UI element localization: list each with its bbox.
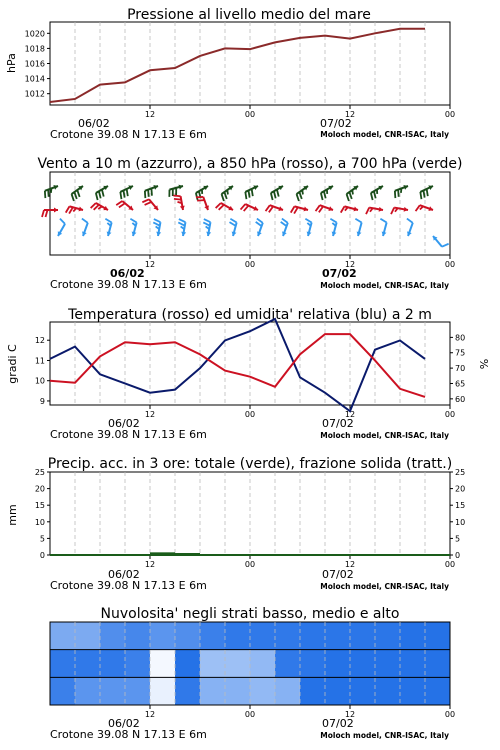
cloud-cell (125, 622, 151, 650)
barb-feather (204, 219, 211, 222)
barb-feather (252, 189, 253, 196)
cloud-cell (225, 650, 251, 678)
barb-feather (142, 199, 149, 202)
humidity-ylabel: % (478, 358, 491, 370)
wind-barb-850hpa (316, 205, 333, 212)
cloud-cell (175, 677, 201, 705)
barb-feather (391, 208, 394, 215)
pressure-title: Pressione al livello medio del mare (127, 7, 371, 23)
x-tick-label: 00 (244, 410, 256, 419)
cloud-cell (375, 622, 401, 650)
barb-feather (66, 206, 70, 212)
barb-feather (46, 210, 48, 217)
wind-barb-700hpa (245, 185, 258, 199)
cloud-cell (325, 650, 351, 678)
cloud-cell (150, 677, 176, 705)
wind-barb-850hpa (391, 207, 408, 214)
y2-tick-label: 60 (455, 394, 466, 404)
barb-feather (305, 219, 311, 223)
y-tick-label: 10 (34, 517, 45, 527)
y-tick-label: 1018 (24, 44, 45, 54)
precip-footer-credit: Moloch model, CNR-ISAC, Italy (320, 582, 449, 591)
wind-barb-10m (305, 219, 311, 236)
wind-barb-700hpa (271, 186, 283, 200)
wind-barb-10m (153, 219, 161, 236)
barb-feather (349, 192, 351, 199)
wind-date-1: 06/02 (110, 267, 145, 280)
precip-bar (150, 552, 175, 555)
cloud-cell (350, 622, 376, 650)
cloud-cell (50, 677, 76, 705)
barb-feather (398, 190, 399, 197)
barb-feather (266, 205, 270, 211)
x-tick-label: 12 (344, 260, 356, 269)
cloud-cell (425, 677, 451, 705)
precip-date-1: 06/02 (108, 568, 140, 581)
cloud-cell (225, 622, 251, 650)
cloud-cell (300, 622, 326, 650)
barb-feather (281, 222, 287, 226)
barb-feather (347, 194, 349, 201)
wind-barb-850hpa (216, 203, 233, 210)
x-tick-label: 12 (144, 110, 156, 119)
y-tick-label: 25 (34, 468, 45, 477)
barb-feather (98, 207, 102, 209)
cloud-cell (225, 677, 251, 705)
cloud-cell (125, 650, 151, 678)
cloud-cell (150, 650, 176, 678)
barb-feather (222, 194, 224, 201)
wind-barb-10m (407, 219, 413, 236)
barb-feather (256, 222, 262, 226)
wind-barb-700hpa (222, 186, 233, 201)
barb-feather (224, 192, 226, 199)
barb-feather (282, 219, 288, 223)
barb-feather (179, 219, 186, 222)
barb-feather (395, 191, 396, 198)
cloud-cell (50, 622, 76, 650)
wind-footer-credit: Moloch model, CNR-ISAC, Italy (320, 281, 449, 290)
precipitation-panel (35, 468, 465, 569)
barb-feather (72, 194, 74, 201)
humidity-line (50, 319, 425, 411)
cloud-cell (425, 622, 451, 650)
barb-feather (345, 207, 348, 210)
wind-date-2: 07/02 (322, 267, 357, 280)
cloud-title: Nuvolosita' negli strati basso, medio e alto (100, 606, 400, 622)
barb-feather (74, 192, 76, 199)
cloud-cell (100, 622, 126, 650)
x-tick-label: 00 (444, 710, 456, 719)
x-tick-label: 12 (144, 560, 156, 569)
barb-feather (69, 207, 73, 213)
barb-feather (229, 222, 235, 226)
pressure-date-2: 07/02 (320, 117, 352, 130)
y-tick-label: 5 (39, 534, 45, 544)
cloud-cell (400, 677, 426, 705)
barb-feather (307, 223, 310, 226)
barb-feather (153, 222, 160, 225)
cloud-panel (50, 622, 455, 719)
barb-feather (374, 191, 376, 198)
cloud-cell (325, 622, 351, 650)
x-tick-label: 12 (344, 110, 356, 119)
cloud-date-2: 07/02 (322, 717, 354, 730)
wind-barb-10m (281, 219, 288, 236)
barb-feather (294, 207, 298, 213)
barb-feather (173, 195, 180, 196)
barb-feather (102, 190, 104, 197)
pressure-ylabel: hPa (5, 53, 18, 73)
barb-feather (277, 190, 279, 197)
barb-feather (271, 193, 273, 200)
wind-title: Vento a 10 m (azzurro), a 850 hPa (rosso), a 700 hPa (verde) (37, 156, 463, 172)
y-tick-label: 11 (34, 356, 45, 366)
barb-feather (119, 203, 125, 207)
barb-feather (416, 205, 420, 211)
wind-barb-10m (58, 219, 65, 236)
barb-feather (203, 222, 210, 225)
y2-tick-label: 15 (455, 501, 466, 511)
wind-barb-700hpa (72, 186, 83, 201)
barb-feather (60, 219, 65, 224)
wind-barb-700hpa (347, 186, 358, 201)
cloud-cell (400, 650, 426, 678)
cloud-cell (300, 677, 326, 705)
x-tick-label: 00 (244, 560, 256, 569)
cloud-cell (200, 677, 226, 705)
cloud-cell (375, 677, 401, 705)
y-tick-label: 10 (34, 376, 45, 386)
x-tick-label: 12 (344, 560, 356, 569)
wind-barb-700hpa (395, 185, 408, 198)
barb-feather (332, 223, 335, 226)
wind-barb-10m (433, 236, 449, 247)
barb-feather (341, 206, 345, 212)
precip-bar (200, 554, 225, 555)
x-tick-label: 00 (244, 260, 256, 269)
x-tick-label: 00 (444, 410, 456, 419)
barb-feather (423, 190, 424, 197)
x-tick-label: 00 (444, 110, 456, 119)
y2-tick-label: 10 (455, 517, 466, 527)
cloud-cell (300, 650, 326, 678)
barb-feather (380, 219, 386, 223)
barb-feather (148, 190, 149, 197)
wind-barb-10m (355, 219, 361, 236)
cloud-cell (325, 677, 351, 705)
barb-feather (45, 191, 46, 198)
barb-feather (105, 219, 111, 223)
wind-barb-700hpa (120, 185, 133, 199)
barb-feather (427, 189, 428, 196)
cloud-cell (250, 622, 276, 650)
wind-barb-850hpa (416, 205, 433, 211)
barb-feather (174, 199, 181, 200)
barb-feather (127, 189, 128, 196)
cloud-cell (425, 650, 451, 678)
cloud-date-1: 06/02 (108, 717, 140, 730)
barb-feather (316, 205, 320, 211)
barb-feather (132, 223, 135, 226)
precip-footer-location: Crotone 39.08 N 17.13 E 6m (50, 579, 207, 592)
wind-barb-700hpa (420, 185, 433, 199)
cloud-cell (150, 622, 176, 650)
wind-barb-10m (105, 219, 111, 236)
barb-feather (274, 191, 276, 198)
cloud-cell (250, 650, 276, 678)
pressure-date-1: 06/02 (78, 117, 110, 130)
wind-barb-850hpa (266, 205, 283, 212)
x-tick-label: 00 (244, 710, 256, 719)
barb-feather (230, 219, 236, 223)
wind-barb-850hpa (66, 206, 83, 213)
cloud-cell (100, 650, 126, 678)
barb-feather (51, 188, 52, 192)
barb-feather (352, 190, 353, 194)
wind-barb-850hpa (341, 206, 358, 212)
cloud-cell (275, 677, 301, 705)
barb-feather (197, 200, 204, 201)
cloud-cell (250, 677, 276, 705)
wind-barb-10m (380, 219, 386, 236)
barb-feather (177, 202, 181, 203)
x-tick-label: 12 (144, 260, 156, 269)
barb-feather (366, 208, 369, 215)
barb-feather (145, 191, 146, 198)
cloud-cell (125, 677, 151, 705)
barb-feather (107, 223, 110, 226)
wind-barb-10m (130, 219, 136, 236)
precip-date-2: 07/02 (322, 568, 354, 581)
wind-barb-10m (330, 219, 336, 236)
cloud-cell (50, 650, 76, 678)
wind-footer-location: Crotone 39.08 N 17.13 E 6m (50, 278, 207, 291)
barb-feather (77, 190, 79, 197)
barb-feather (420, 192, 421, 199)
y-tick-label: 0 (39, 551, 45, 560)
y2-tick-label: 25 (455, 468, 466, 477)
barb-feather (178, 222, 185, 225)
barb-feather (420, 206, 423, 209)
cloud-footer-location: Crotone 39.08 N 17.13 E 6m (50, 728, 207, 741)
cloud-cell (200, 622, 226, 650)
x-tick-label: 00 (444, 560, 456, 569)
barb-feather (248, 190, 249, 197)
barb-feather (245, 192, 246, 199)
cloud-cell (350, 677, 376, 705)
wind-barb-10m (82, 219, 88, 236)
barb-feather (297, 194, 299, 201)
y2-tick-label: 5 (455, 534, 461, 544)
pressure-footer-credit: Moloch model, CNR-ISAC, Italy (320, 130, 449, 139)
temp-title: Temperatura (rosso) ed umidita' relativa (blu) a 2 m (68, 307, 432, 323)
barb-feather (227, 190, 228, 194)
pressure-panel (25, 22, 455, 119)
x-tick-label: 12 (344, 710, 356, 719)
barb-feather (48, 190, 49, 197)
y-tick-label: 1012 (24, 89, 45, 99)
barb-feather (196, 197, 203, 198)
y-tick-label: 1020 (24, 29, 45, 39)
barb-feather (442, 244, 449, 247)
y2-tick-label: 80 (455, 333, 466, 343)
pressure-line (50, 29, 425, 102)
barb-feather (330, 219, 336, 223)
barb-feather (371, 193, 373, 200)
cloud-footer-credit: Moloch model, CNR-ISAC, Italy (320, 731, 449, 740)
cloud-cell (200, 650, 226, 678)
temp-ylabel: gradi C (6, 344, 19, 384)
cloud-cell (175, 622, 201, 650)
temperature-humidity-panel (35, 319, 465, 419)
precip-bar (175, 553, 200, 555)
y2-tick-label: 20 (455, 484, 466, 494)
wind-panel (42, 172, 455, 269)
cloud-cell (75, 650, 101, 678)
temp-footer-location: Crotone 39.08 N 17.13 E 6m (50, 428, 207, 441)
y2-tick-label: 0 (455, 551, 461, 560)
barb-feather (120, 192, 121, 199)
x-tick-label: 00 (444, 260, 456, 269)
barb-feather (324, 191, 326, 198)
barb-feather (355, 219, 361, 223)
cloud-cell (100, 677, 126, 705)
x-tick-label: 12 (144, 410, 156, 419)
y-tick-label: 1016 (24, 59, 45, 69)
wind-barb-10m (203, 219, 211, 236)
y-tick-label: 20 (34, 484, 45, 494)
y-tick-label: 1014 (24, 74, 45, 84)
y2-tick-label: 65 (455, 379, 466, 389)
wind-barb-10m (178, 219, 186, 236)
precip-title: Precip. acc. in 3 ore: totale (verde), frazione solida (tratt.) (47, 456, 453, 472)
cloud-cell (375, 650, 401, 678)
wind-barb-10m (229, 219, 236, 236)
precip-ylabel: mm (6, 504, 19, 526)
cloud-cell (75, 622, 101, 650)
wind-barb-700hpa (96, 186, 108, 200)
wind-barb-700hpa (321, 186, 333, 200)
pressure-footer-location: Crotone 39.08 N 17.13 E 6m (50, 128, 207, 141)
barb-feather (154, 219, 161, 222)
wind-barb-700hpa (145, 185, 158, 198)
barb-feather (99, 191, 101, 198)
barb-feather (401, 188, 402, 192)
barb-feather (407, 219, 413, 223)
barb-feather (269, 206, 273, 212)
wind-barb-700hpa (45, 185, 58, 198)
barb-feather (73, 208, 76, 211)
wind-barb-850hpa (291, 206, 308, 213)
barb-feather (82, 219, 88, 223)
temp-footer-credit: Moloch model, CNR-ISAC, Italy (320, 431, 449, 440)
cloud-cell (75, 677, 101, 705)
cloud-cell (275, 622, 301, 650)
barb-feather (123, 190, 124, 197)
wind-barb-850hpa (91, 203, 108, 210)
barb-feather (291, 206, 295, 212)
cloud-cell (275, 650, 301, 678)
x-tick-label: 12 (344, 410, 356, 419)
wind-barb-700hpa (371, 186, 383, 200)
barb-feather (319, 206, 323, 212)
wind-barb-850hpa (366, 207, 383, 214)
barb-feather (96, 193, 98, 200)
barb-head (54, 208, 58, 213)
cloud-cell (175, 650, 201, 678)
y-tick-label: 9 (39, 396, 45, 406)
cloud-cell (350, 650, 376, 678)
barb-feather (302, 190, 303, 194)
wind-barb-10m (256, 219, 263, 236)
y2-tick-label: 70 (455, 364, 466, 374)
barb-feather (116, 201, 122, 205)
y-tick-label: 12 (34, 336, 45, 346)
precip-bar (225, 555, 250, 556)
y2-tick-label: 75 (455, 348, 466, 358)
barb-feather (42, 210, 44, 217)
barb-feather (321, 193, 323, 200)
temp-date-2: 07/02 (322, 417, 354, 430)
y-tick-label: 15 (34, 501, 45, 511)
temp-date-1: 06/02 (108, 417, 140, 430)
barb-feather (130, 219, 136, 223)
x-tick-label: 12 (144, 710, 156, 719)
barb-feather (257, 219, 263, 223)
cloud-cell (400, 622, 426, 650)
x-tick-label: 00 (244, 110, 256, 119)
wind-barb-850hpa (241, 204, 258, 211)
barb-feather (151, 188, 152, 195)
wind-barb-700hpa (297, 186, 308, 201)
barb-feather (299, 192, 301, 199)
